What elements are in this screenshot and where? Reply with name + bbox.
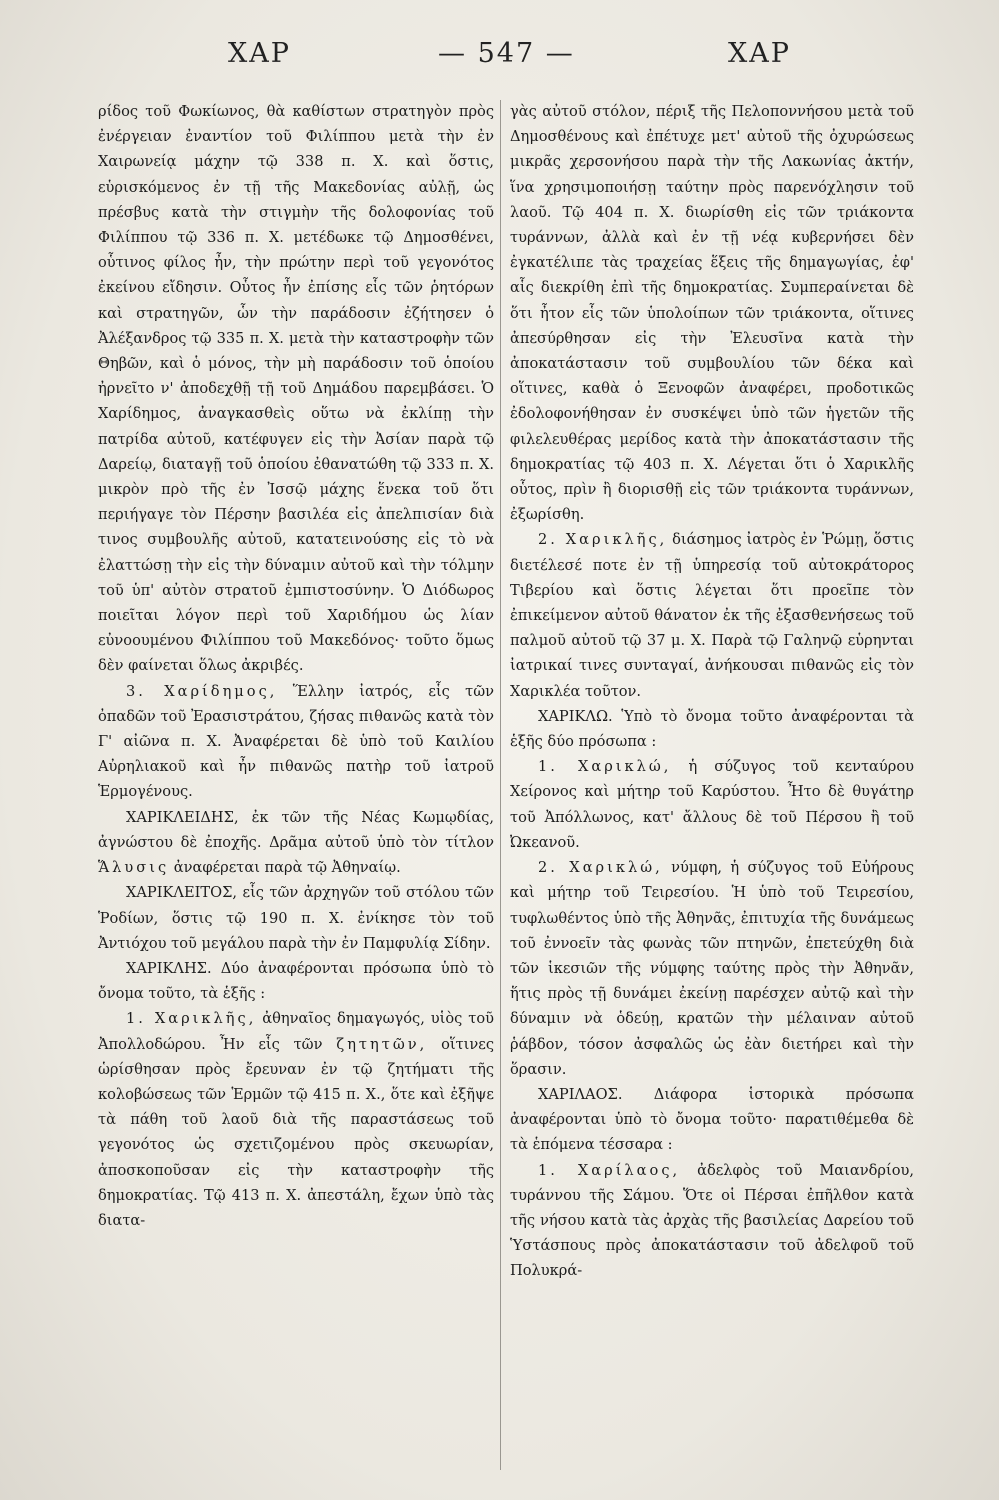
entry-body: ἀθηναῖος δημαγωγός, υἱὸς τοῦ Ἀπολλοδώρου. Ἦν εἷς τῶν <box>98 1010 494 1053</box>
entry-charikles-1 <box>98 1006 494 1233</box>
header-right-guideword: ΧΑΡ <box>728 38 791 69</box>
entry-charikles-2 <box>510 527 914 703</box>
entry-body: διάσημος ἰατρὸς ἐν Ῥώμῃ, ὅστις διετέλεσέ ποτε ἐν τῇ ὑπηρεσίᾳ τοῦ αὐτοκράτορος Τιβερίου καὶ ὅστις λέγεται ὅτι προεῖπε τὸν ἐπικείμενον αὐτοῦ θάνατον ἐκ τῆς ἐξασθενήσεως τοῦ παλμοῦ αὐτοῦ τῷ 37 μ. Χ. Παρὰ τῷ Γαληνῷ εὑρηνται ἰατρικαί τινες συνταγαί, ἀνήκουσαι πιθανῶς εἰς τὸν Χαρικλέα τοῦτον. <box>510 531 914 700</box>
entry-spaced-term: ζητητῶν, <box>336 1035 428 1053</box>
entry-body: εἷς τῶν ἀρχηγῶν τοῦ στόλου τῶν Ῥοδίων, ὅστις τῷ 190 π. Χ. ἐνίκησε τὸν τοῦ Ἀντιόχου τοῦ μεγάλου παρὰ τὴν ἐν Παμφυλίᾳ Σίδην. <box>98 884 494 952</box>
entry-lead: 3. Χαρίδημος, <box>126 682 278 700</box>
entry-chariklo <box>510 704 914 754</box>
header-left-guideword: ΧΑΡ <box>228 38 291 69</box>
entry-body: ἡ σύζυγος τοῦ κενταύρου Χείρονος καὶ μήτηρ τοῦ Καρύστου. Ἦτο δὲ θυγάτηρ τοῦ Ἀπόλλωνος, κατ' ἄλλους δὲ τοῦ Πέρσου ἢ τοῦ Ὠκεανοῦ. <box>510 758 914 851</box>
entry-body: νύμφη, ἡ σύζυγος τοῦ Εὐήρους καὶ μήτηρ τοῦ Τειρεσίου. Ἡ ὑπὸ τοῦ Τειρεσίου, τυφλωθέντος ὑπὸ τῆς Ἀθηνᾶς, ἐπιτυχία τῆς δυνάμεως τοῦ ἐννοεῖν τὰς φωνὰς τῶν πτηνῶν, ἐπετεύχθη διὰ τῶν ἱκεσιῶν τῆς νύμφης ταύτης πρὸς τὴν Ἀθηνᾶν, ἥτις πρὸς τῇ δυνάμει ἐκείνῃ παρέσχεν αὐτῷ καὶ τὴν δύναμιν νὰ ὁδεύῃ, κρατῶν τὴν μέλαιναν αὐτοῦ ῥάβδον, τόσον ἀσφαλῶς ὡς ἐὰν διετήρει καὶ τὴν ὅρασιν. <box>510 859 914 1078</box>
entry-lead: ΧΑΡΙΚΛΩ. <box>538 707 613 725</box>
entry-charikleitos <box>98 880 494 956</box>
entry-lead: 1. Χαρικλῆς, <box>126 1010 257 1028</box>
entry-title: Ἅλυσις <box>98 859 170 877</box>
entry-lead: 1. Χαρικλώ, <box>538 758 672 776</box>
entry-lead: 1. Χαρίλαος, <box>538 1161 681 1179</box>
entry-lead: ΧΑΡΙΚΛΕΙΔΗΣ, <box>126 808 239 826</box>
entry-charilaos <box>510 1082 914 1158</box>
entry-body-end: ἀναφέρεται παρὰ τῷ Ἀθηναίῳ. <box>169 859 401 877</box>
left-column <box>98 99 494 1233</box>
entry-body: Ὑπὸ τὸ ὄνομα τοῦτο ἀναφέρονται τὰ ἑξῆς δύο πρόσωπα : <box>510 707 914 751</box>
left-paragraph-1: ρίδος τοῦ Φωκίωνος, θὰ καθίστων στρατηγὸν πρὸς ἐνέργειαν ἐναντίον τοῦ Φιλίππου μετὰ τὴν ἐν Χαιρωνείᾳ μάχην τῷ 338 π. Χ. καὶ ὅστις, εὑρισκόμενος ἐν τῇ τῆς Μακεδονίας αὐλῇ, ὡς πρέσβυς κατὰ τὴν στιγμὴν τῆς δολοφονίας τοῦ Φιλίππου τῷ 336 π. Χ. μετέδωκε τῷ Δημοσθένει, οὗτινος φίλος ἦν, τὴν πρώτην περὶ τοῦ γεγονότος ἐκείνου εἴδησιν. Οὗτος ἦν ἐπίσης εἷς τῶν ῥητόρων καὶ στρατηγῶν, ὧν τὴν παράδοσιν ἐζήτησεν ὁ Ἀλέξανδρος τῷ 335 π. Χ. μετὰ τὴν καταστροφὴν τῶν Θηβῶν, καὶ ὁ μόνος, τὴν μὴ παράδοσιν τοῦ ὁποίου ἠρνεῖτο ν' ἀποδεχθῇ τῇ τοῦ Δημάδου παρεμβάσει. Ὁ Χαρίδημος, ἀναγκασθεὶς οὕτω νὰ ἐκλίπῃ τὴν πατρίδα αὐτοῦ, κατέφυγεν εἰς τὴν Ἀσίαν παρὰ τῷ Δαρείῳ, διαταγῇ τοῦ ὁποίου ἐθανατώθη τῷ 333 π. Χ. μικρὸν πρὸ τῆς ἐν Ἰσσῷ μάχης ἕνεκα τοῦ ὅτι περιήγαγε τὸν Πέρσην βασιλέα εἰς ἀπελπισίαν διὰ τινος συμβουλῆς αὐτοῦ, κατατεινούσης εἰς τὸ νὰ ἐλαττώσῃ τὴν εἰς τὴν δύναμιν αὐτοῦ καὶ τὴν τόλμην τοῦ ὑπ' αὐτὸν στρατοῦ ἐμπιστοσύνην. Ὁ Διόδωρος ποιεῖται λόγον περὶ τοῦ Χαριδήμου ὡς λίαν εὐνοουμένου Φιλίππου τοῦ Μακεδόνος· τοῦτο ὅμως δὲν φαίνεται ὅλως ἀκριβές. <box>98 103 494 675</box>
entry-body: Ἕλλην ἰατρός, εἷς τῶν ὀπαδῶν τοῦ Ἐρασιστράτου, ζήσας πιθανῶς κατὰ τὸν Γ' αἰῶνα π. Χ. Ἀναφέρεται δὲ ὑπὸ τοῦ Καιλίου Αὐρηλιακοῦ καὶ ἦν πιθανῶς πατὴρ τοῦ ἰατροῦ Ἑρμογένους. <box>98 682 494 801</box>
entry-lead: ΧΑΡΙΚΛΕΙΤΟΣ, <box>126 884 238 902</box>
right-column <box>510 99 914 1284</box>
entry-charikles <box>98 956 494 1006</box>
entry-body: Δύο ἀναφέρονται πρόσωπα ὑπὸ τὸ ὄνομα τοῦτο, τὰ ἑξῆς : <box>98 959 494 1003</box>
entry-body: Διάφορα ἱστορικὰ πρόσωπα ἀναφέρονται ὑπὸ τὸ ὄνομα τοῦτο· παρατιθέμεθα δὲ τὰ ἑπόμενα τέσσαρα : <box>510 1085 914 1154</box>
entry-lead: 2. Χαρικλώ, <box>538 859 663 877</box>
entry-body-end: οἵτινες ὡρίσθησαν πρὸς ἔρευναν ἐν τῷ ζητήματι τῆς κολοβώσεως τῶν Ἑρμῶν τῷ 415 π. Χ., ὅτε καὶ ἐξῆψε τὰ πάθη τοῦ λαοῦ διὰ τῆς παραστάσεως τοῦ γεγονότος ὡς σχετιζομένου πρὸς σκευωρίαν, ἀποσκοποῦσαν εἰς τὴν καταστροφὴν τῆς δημοκρατίας. Τῷ 413 π. Χ. ἀπεστάλη, ἔχων ὑπὸ τὰς διατα- <box>98 1035 494 1229</box>
entry-lead: 2. Χαρικλῆς, <box>538 531 668 549</box>
entry-charilaos-1 <box>510 1158 914 1284</box>
entry-charidemos-3 <box>98 679 494 805</box>
entry-charikleides <box>98 805 494 881</box>
entry-body: ἐκ τῶν τῆς Νέας Κωμῳδίας, ἀγνώστου δὲ ἐποχῆς. Δρᾶμα αὐτοῦ ὑπὸ τὸν τίτλον <box>98 808 494 851</box>
right-paragraph-1: γὰς αὐτοῦ στόλον, πέριξ τῆς Πελοποννήσου μετὰ τοῦ Δημοσθένους καὶ ἐπέτυχε μετ' αὐτοῦ τῆς ὀχυρώσεως μικρᾶς χερσονήσου παρὰ τὴν τῆς Λακωνίας ἀκτήν, ἵνα χρησιμοποιήσῃ ταύτην πρὸς παρενόχλησιν τοῦ λαοῦ. Τῷ 404 π. Χ. διωρίσθη εἰς τῶν τριάκοντα τυράννων, ἀλλὰ καὶ ἐν τῇ νέᾳ κυβερνήσει δὲν ἐγκατέλιπε τὰς τραχείας ἕξεις τῆς δημαγωγίας, ἐφ' αἷς διεκρίθη ἐπὶ τῆς δημοκρατίας. Συμπεραίνεται δὲ ὅτι ἦτον εἷς τῶν ὑπολοίπων τῶν τριάκοντα, οἵτινες ἀπεσύρθησαν εἰς τὴν Ἐλευσῖνα κατὰ τὴν ἀποκατάστασιν τοῦ συμβουλίου τῶν δέκα καὶ οἵτινες, καθὰ ὁ Ξενοφῶν ἀναφέρει, προδοτικῶς ἐδολοφονήθησαν ἐν συσκέψει ὑπὸ τῶν ἡγετῶν τῆς φιλελευθέρας μερίδος κατὰ τὴν ἀποκατάστασιν τῆς δημοκρατίας τῷ 403 π. Χ. Λέγεται ὅτι ὁ Χαρικλῆς οὗτος, πρὶν ἢ διορισθῇ εἰς τῶν τριάκοντα τυράννων, ἐξωρίσθη. <box>510 103 914 524</box>
entry-chariklo-2 <box>510 855 914 1082</box>
entry-lead: ΧΑΡΙΚΛΗΣ. <box>126 959 212 977</box>
entry-chariklo-1 <box>510 754 914 855</box>
entry-body: ἀδελφὸς τοῦ Μαιανδρίου, τυράννου τῆς Σάμου. Ὅτε οἱ Πέρσαι ἐπῆλθον κατὰ τῆς νήσου κατὰ τὰς ἀρχὰς τῆς βασιλείας Δαρείου τοῦ Ὑστάσπους πρὸς ἀποκατάστασιν τοῦ ἀδελφοῦ τοῦ Πολυκρά- <box>510 1161 914 1280</box>
column-divider <box>500 100 501 1470</box>
entry-lead: ΧΑΡΙΛΑΟΣ. <box>538 1085 623 1103</box>
page-number: — 547 — <box>438 38 575 69</box>
page-header <box>0 38 999 88</box>
